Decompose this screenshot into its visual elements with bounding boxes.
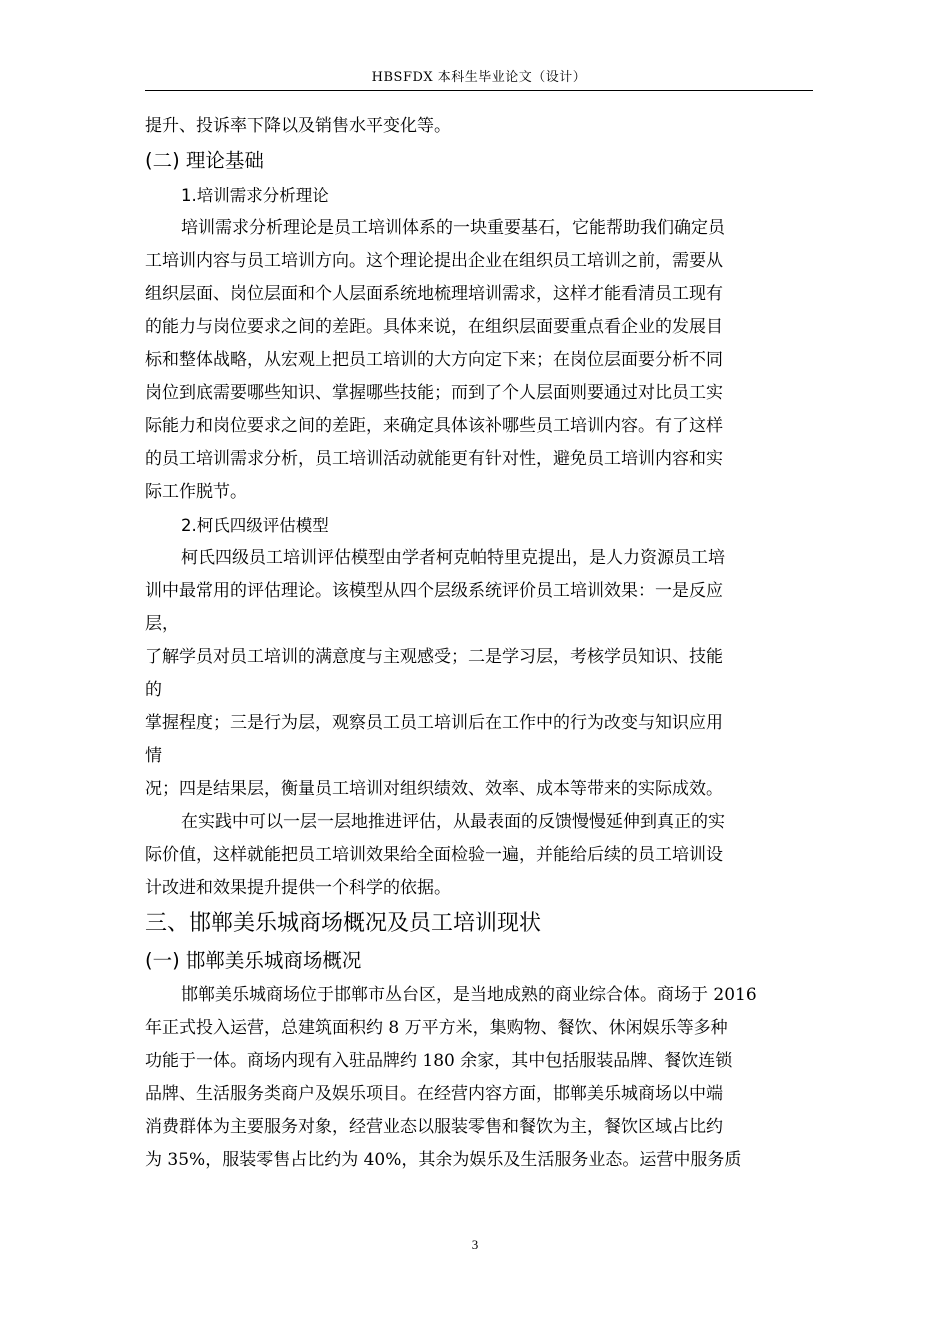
page-number: 3	[471, 1237, 479, 1252]
text-line: 际价值，这样就能把员工培训效果给全面检验一遍，并能给后续的员工培训设	[145, 845, 723, 865]
text-line: 柯氏四级员工培训评估模型由学者柯克帕特里克提出，是人力资源员工培	[181, 548, 725, 568]
text-line: 层，	[145, 614, 179, 634]
subsection-heading-kirkpatrick: 2.柯氏四级评估模型	[181, 516, 329, 535]
text-line: 况；四是结果层，衡量员工培训对组织绩效、效率、成本等带来的实际成效。	[145, 779, 723, 799]
text-line: 在实践中可以一层一层地推进评估，从最表面的反馈慢慢延伸到真正的实	[181, 812, 725, 832]
chapter-heading: 三、邯郸美乐城商场概况及员工培训现状	[145, 911, 542, 936]
text-line: 际工作脱节。	[145, 482, 247, 502]
text-line: 培训需求分析理论是员工培训体系的一块重要基石，它能帮助我们确定员	[181, 218, 725, 238]
text-line: 的能力与岗位要求之间的差距。具体来说，在组织层面要重点看企业的发展目	[145, 317, 723, 337]
text-line: 掌握程度；三是行为层，观察员工员工培训后在工作中的行为改变与知识应用	[145, 713, 723, 733]
text-line: 计改进和效果提升提供一个科学的依据。	[145, 878, 451, 898]
text-line: 情	[145, 746, 162, 766]
header-rule	[145, 90, 813, 91]
text-line: 年正式投入运营，总建筑面积约 8 万平方米，集购物、餐饮、休闲娱乐等多种	[145, 1018, 728, 1038]
text-line: 际能力和岗位要求之间的差距，来确定具体该补哪些员工培训内容。有了这样	[145, 416, 723, 436]
body-text	[145, 110, 813, 1177]
text-line: 邯郸美乐城商场位于邯郸市丛台区，是当地成熟的商业综合体。商场于 2016	[181, 985, 757, 1005]
section-heading-overview: (一) 邯郸美乐城商场概况	[145, 949, 362, 972]
text-line: 的员工培训需求分析，员工培训活动就能更有针对性，避免员工培训内容和实	[145, 449, 723, 469]
text-line: 为 35%，服装零售占比约为 40%，其余为娱乐及生活服务业态。运营中服务质	[145, 1150, 742, 1170]
text-line: 组织层面、岗位层面和个人层面系统地梳理培训需求，这样才能看清员工现有	[145, 284, 723, 304]
page-header-title: HBSFDX 本科生毕业论文（设计）	[371, 70, 587, 85]
text-line: 训中最常用的评估理论。该模型从四个层级系统评价员工培训效果：一是反应	[145, 581, 723, 601]
text-line: 标和整体战略，从宏观上把员工培训的大方向定下来；在岗位层面要分析不同	[145, 350, 723, 370]
text-line: 功能于一体。商场内现有入驻品牌约 180 余家，其中包括服装品牌、餐饮连锁	[145, 1051, 733, 1071]
text-line: 岗位到底需要哪些知识、掌握哪些技能；而到了个人层面则要通过对比员工实	[145, 383, 723, 403]
text-line: 工培训内容与员工培训方向。这个理论提出企业在组织员工培训之前，需要从	[145, 251, 723, 271]
section-heading-theory: (二) 理论基础	[145, 149, 264, 172]
text-line: 消费群体为主要服务对象，经营业态以服装零售和餐饮为主，餐饮区域占比约	[145, 1117, 723, 1137]
text-line: 的	[145, 680, 162, 700]
text-line: 提升、投诉率下降以及销售水平变化等。	[145, 116, 451, 136]
text-line: 品牌、生活服务类商户及娱乐项目。在经营内容方面，邯郸美乐城商场以中端	[145, 1084, 723, 1104]
text-line: 了解学员对员工培训的满意度与主观感受；二是学习层，考核学员知识、技能	[145, 647, 723, 667]
subsection-heading-needs-analysis: 1.培训需求分析理论	[181, 186, 329, 205]
